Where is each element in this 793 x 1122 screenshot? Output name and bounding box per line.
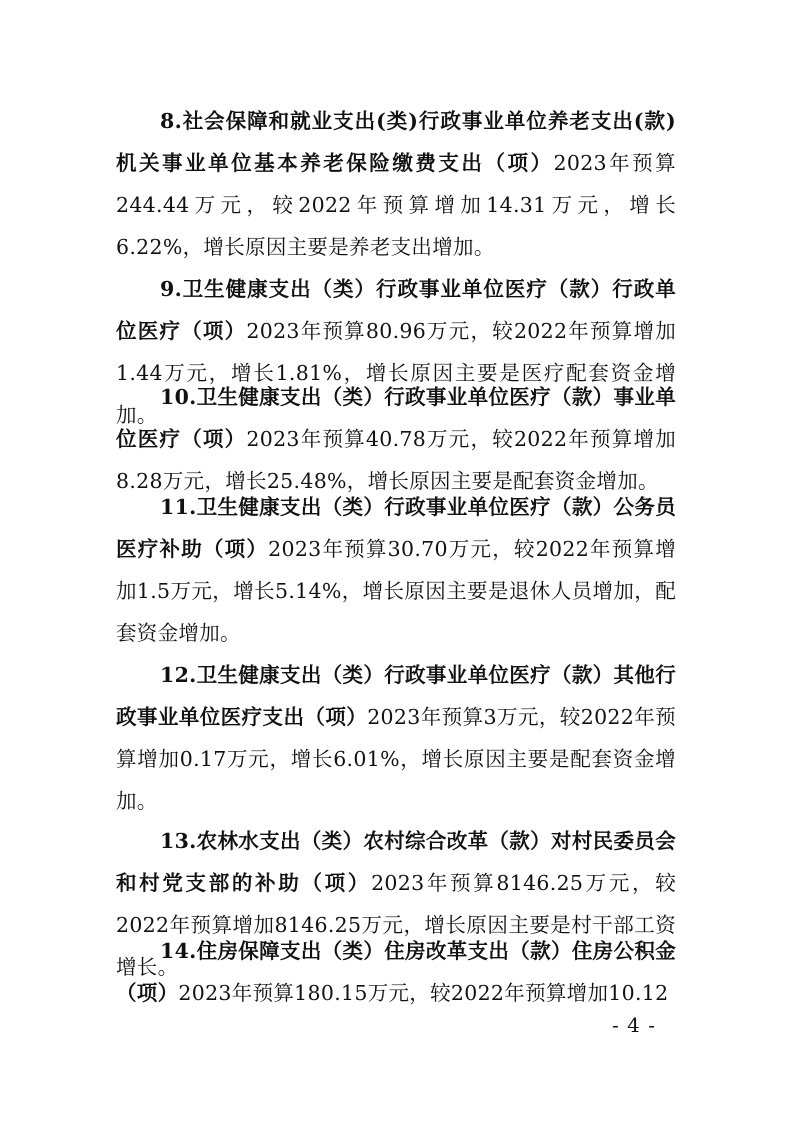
paragraph-11	[116, 486, 676, 654]
paragraph-body: 2023年预算80.96万元，较2022年预算增加1.44万元，增长1.81%，增长原因主要是医疗配套资金增加。	[116, 319, 676, 427]
paragraph-heading: 10.卫生健康支出（类）行政事业单位医疗（款）事业单位医疗（项）	[116, 385, 676, 451]
paragraph-body: 2023年预算8146.25万元，较2022年预算增加8146.25万元，增长原因主要是村干部工资增长。	[116, 871, 676, 979]
paragraph-10	[116, 376, 676, 502]
paragraph-heading: 8.社会保障和就业支出(类)行政事业单位养老支出(款)机关事业单位基本养老保险缴费支出（项）	[116, 109, 676, 175]
paragraph-body: 2023年预算30.70万元，较2022年预算增加1.5万元，增长5.14%，增长原因主要是退休人员增加，配套资金增加。	[116, 537, 676, 645]
paragraph-heading: 14.住房保障支出（类）住房改革支出（款）住房公积金（项）	[116, 939, 676, 1005]
paragraph-12	[116, 654, 676, 822]
page-number: - 4 -	[612, 1013, 656, 1037]
paragraph-14	[116, 930, 676, 1014]
paragraph-body: 2023年预算40.78万元，较2022年预算增加8.28万元，增长25.48%，增长原因主要是配套资金增加。	[116, 427, 676, 493]
paragraph-8	[116, 100, 676, 268]
paragraph-heading: 11.卫生健康支出（类）行政事业单位医疗（款）公务员医疗补助（项）	[116, 495, 676, 561]
paragraph-body: 2023年预算244.44万元，较2022年预算增加14.31万元，增长6.22%，增长原因主要是养老支出增加。	[116, 151, 676, 259]
paragraph-body: 2023年预算180.15万元，较2022年预算增加10.12	[178, 981, 669, 1005]
paragraph-heading: 9.卫生健康支出（类）行政事业单位医疗（款）行政单位医疗（项）	[116, 277, 676, 343]
paragraph-heading: 13.农林水支出（类）农村综合改革（款）对村民委员会和村党支部的补助（项）	[116, 829, 676, 895]
paragraph-heading: 12.卫生健康支出（类）行政事业单位医疗（款）其他行政事业单位医疗支出（项）	[116, 663, 676, 729]
paragraph-body: 2023年预算3万元，较2022年预算增加0.17万元，增长6.01%，增长原因主要是配套资金增加。	[116, 705, 676, 813]
